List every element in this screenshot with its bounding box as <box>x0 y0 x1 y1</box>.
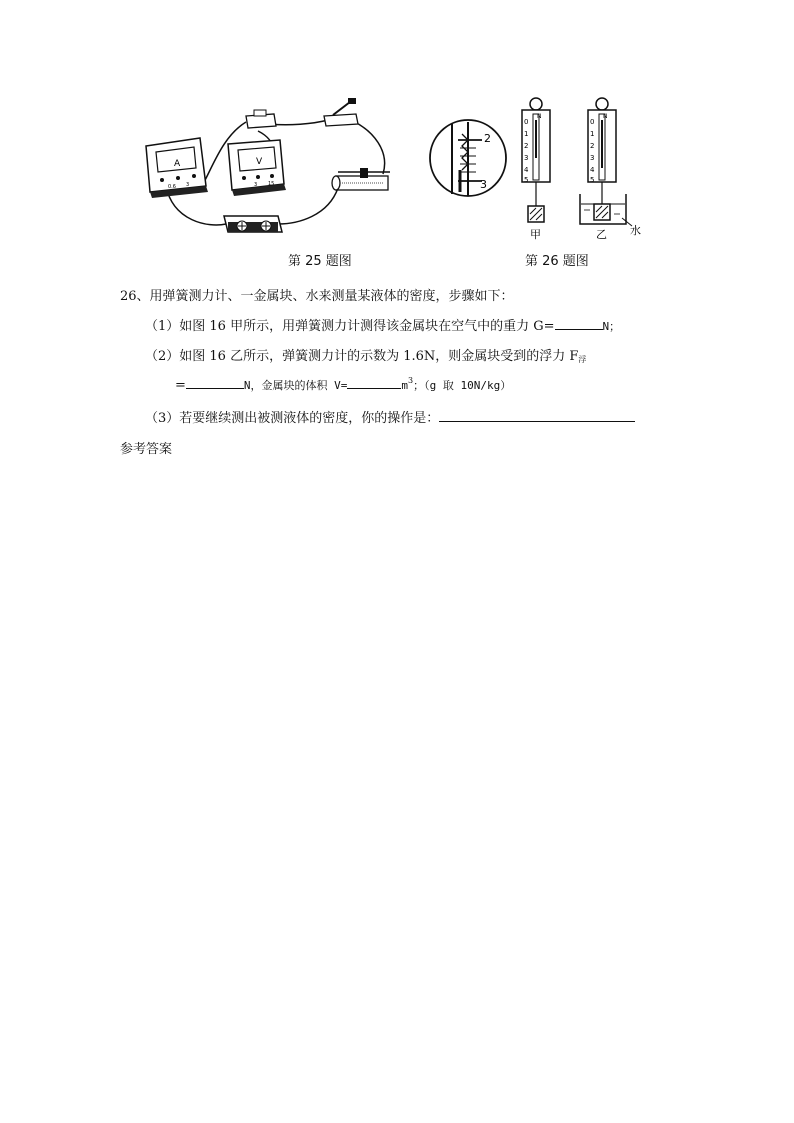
question-part-1 <box>145 315 620 334</box>
voltmeter-terminal-1: 3 <box>254 182 258 188</box>
water-beaker-icon <box>580 194 632 226</box>
part-2b-sup: 3 <box>408 376 414 385</box>
question-part-2 <box>145 345 586 365</box>
zoom-detail-icon <box>430 120 506 196</box>
answer-heading: 参考答案 <box>120 442 173 457</box>
question-part-2b <box>175 375 511 393</box>
part-2b-mid: N，金属块的体积 V= <box>243 379 348 392</box>
answer-blank-volume[interactable] <box>347 375 401 389</box>
scale-yi-number: 5 <box>590 176 595 184</box>
scale-yi-number: 0 <box>590 118 595 126</box>
part-2b-unit: m <box>401 379 409 392</box>
rheostat-icon <box>332 168 390 190</box>
part-1-text: （1）如图 16 甲所示，用弹簧测力计测得该金属块在空气中的重力 G= <box>145 319 555 334</box>
scale-yi-unit: N <box>603 113 608 120</box>
scale-jia-number: 4 <box>524 166 529 174</box>
scale-jia-number: 5 <box>524 176 529 184</box>
part-2b-end: ；（g 取 10N/kg） <box>413 379 512 392</box>
question-part-3 <box>145 407 635 426</box>
label-yi: 乙 <box>596 228 607 241</box>
voltmeter-terminal-2: 15 <box>268 181 275 187</box>
switch-icon <box>324 98 358 126</box>
scale-yi-number: 1 <box>590 130 595 138</box>
label-water: 水 <box>630 224 641 237</box>
figure-26-spring-scales <box>424 96 656 244</box>
part-2b-eq: = <box>175 378 186 393</box>
part-2-subscript: 浮 <box>578 355 587 364</box>
question-intro: 26、用弹簧测力计、一金属块、水来测量某液体的密度，步骤如下： <box>120 289 514 304</box>
scale-jia-unit: N <box>537 113 542 120</box>
bulb-holder-icon <box>246 110 276 128</box>
part-3-text: （3）若要继续测出被测液体的密度，你的操作是： <box>145 411 440 426</box>
part-2-text: （2）如图 16 乙所示，弹簧测力计的示数为 1.6N，则金属块受到的浮力 F <box>145 349 579 364</box>
scale-yi-number: 2 <box>590 142 595 150</box>
scale-jia-number: 3 <box>524 154 529 162</box>
scale-jia-number: 2 <box>524 142 529 150</box>
answer-blank-operation[interactable] <box>439 408 635 422</box>
ammeter-terminal-1: 0.6 <box>168 184 176 190</box>
figure-26-caption: 第 26 题图 <box>525 254 589 269</box>
zoom-label-3: 3 <box>480 178 487 191</box>
ammeter-label: A <box>174 159 181 169</box>
figure-25-caption: 第 25 题图 <box>288 254 352 269</box>
part-1-unit: N； <box>602 320 621 333</box>
figure-25-circuit <box>128 96 398 238</box>
answer-blank-buoyancy[interactable] <box>186 375 244 389</box>
voltmeter-label: V <box>256 157 263 167</box>
spring-scale-yi-icon <box>588 98 616 204</box>
zoom-label-2: 2 <box>484 132 491 145</box>
battery-icon <box>224 216 282 232</box>
scale-jia-number: 1 <box>524 130 529 138</box>
scale-yi-number: 3 <box>590 154 595 162</box>
label-jia: 甲 <box>530 228 541 241</box>
scale-jia-number: 0 <box>524 118 529 126</box>
scale-yi-number: 4 <box>590 166 595 174</box>
ammeter-terminal-2: 3 <box>186 182 190 188</box>
answer-blank-gravity[interactable] <box>555 316 603 330</box>
